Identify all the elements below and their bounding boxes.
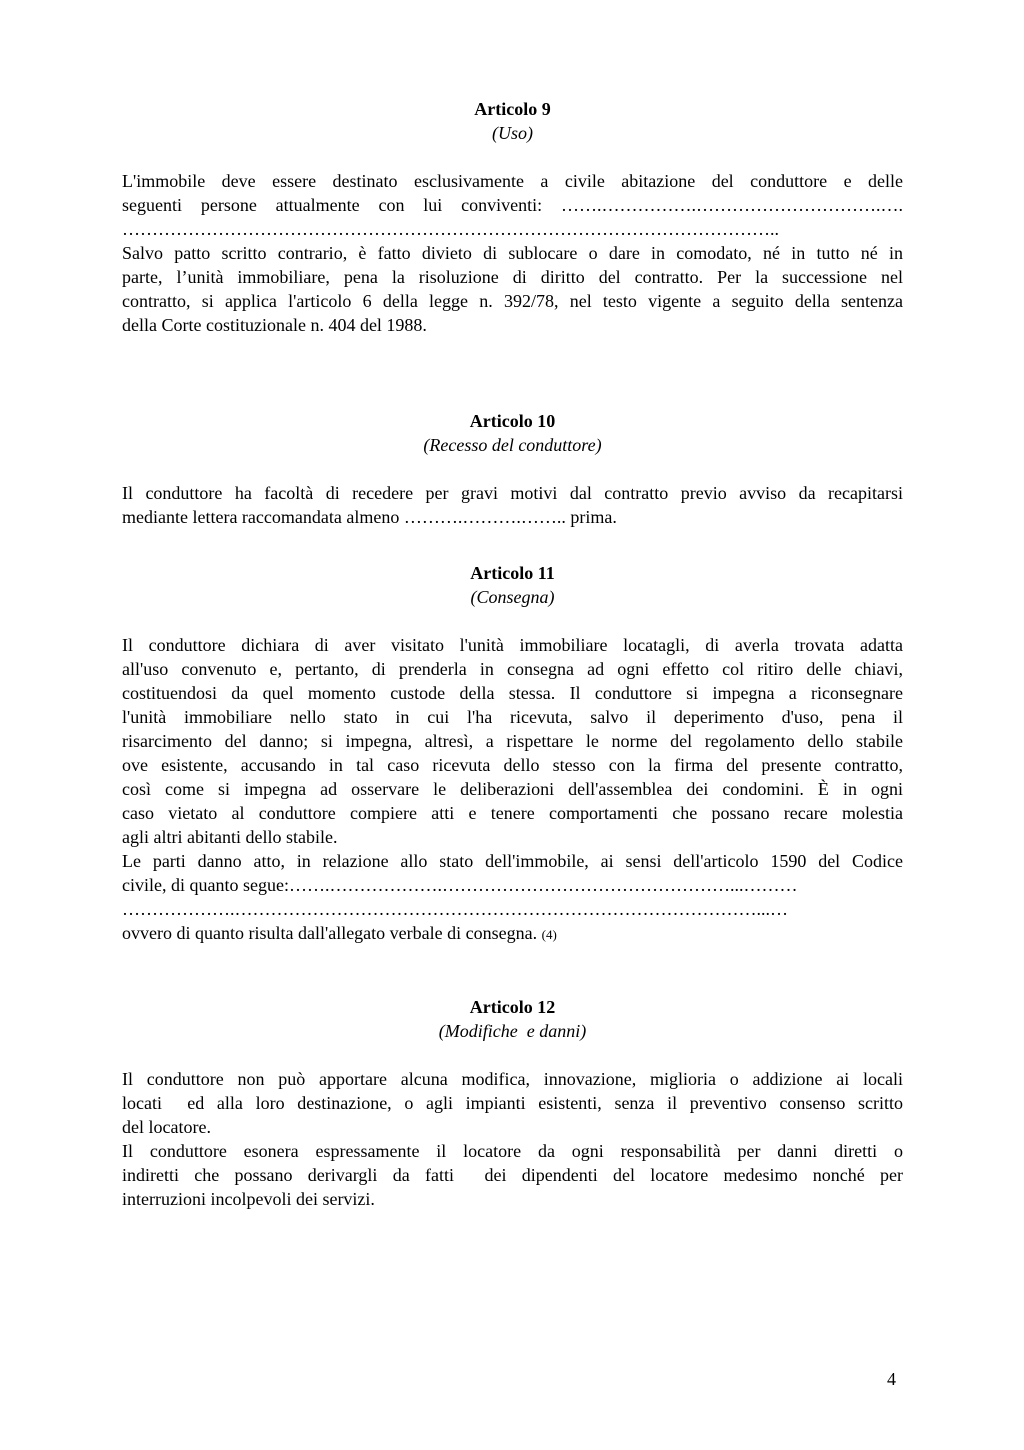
article-subtitle: (Modifiche e danni) [438, 1021, 587, 1041]
paragraph-line: Il conduttore non può apportare alcuna modifica, innovazione, miglioria o addizione ai locali [122, 1069, 903, 1089]
paragraph-line: Salvo patto scritto contrario, è fatto divieto di sublocare o dare in comodato, né in tutto né in [122, 243, 903, 263]
dotted-fill-line: ……………….……………………………………………………………………………...… [122, 899, 788, 919]
paragraph-line: del locatore. [122, 1117, 211, 1137]
article-subtitle: (Recesso del conduttore) [423, 435, 602, 455]
paragraph-line: parte, l’unità immobiliare, pena la risoluzione di diritto del contratto. Per la successione nel [122, 267, 903, 287]
article-12 [122, 995, 903, 1211]
article-10 [122, 409, 903, 529]
paragraph-line: all'uso convenuto e, pertanto, di prenderla in consegna ad ogni effetto col ritiro delle chiavi, [122, 659, 903, 679]
paragraph-line: della Corte costituzionale n. 404 del 1988. [122, 315, 427, 335]
paragraph-line: Il conduttore dichiara di aver visitato l'unità immobiliare locatagli, di averla trovata adatta [122, 635, 903, 655]
paragraph-line: contratto, si applica l'articolo 6 della legge n. 392/78, nel testo vigente a seguito della sentenza [122, 291, 903, 311]
footnote-reference: (4) [541, 927, 557, 942]
paragraph-line: risarcimento del danno; si impegna, altresì, a rispettare le norme del regolamento dello stabile [122, 731, 903, 751]
article-title: Articolo 9 [474, 99, 551, 119]
paragraph-line: ove esistente, accusando in tal caso ricevuta dello stesso con la firma del presente contratto, [122, 755, 903, 775]
article-11 [122, 561, 903, 947]
paragraph-line: locati ed alla loro destinazione, o agli impianti esistenti, senza il preventivo consenso scritto [122, 1093, 903, 1113]
article-9 [122, 97, 903, 337]
paragraph-line: costituendosi da quel momento custode della stessa. Il conduttore si impegna a riconsegnare [122, 683, 903, 703]
paragraph-line: mediante lettera raccomandata almeno ……….……….…….. prima. [122, 507, 617, 527]
article-title: Articolo 11 [470, 563, 555, 583]
paragraph-line [122, 921, 903, 947]
paragraph-line: Il conduttore ha facoltà di recedere per gravi motivi dal contratto previo avviso da recapitarsi [122, 483, 903, 503]
paragraph-line: indiretti che possano derivargli da fatti dei dipendenti del locatore medesimo nonché per [122, 1165, 903, 1185]
paragraph-text: ovvero di quanto risulta dall'allegato verbale di consegna. [122, 923, 538, 943]
paragraph-line: l'unità immobiliare nello stato in cui l'ha ricevuta, salvo il deperimento d'uso, pena il [122, 707, 903, 727]
paragraph-line: seguenti persone attualmente con lui conviventi: …….…………….………………………….…. [122, 195, 903, 215]
paragraph-line: così come si impegna ad osservare le deliberazioni dell'assemblea dei condomini. È in ogni [122, 779, 903, 799]
paragraph-line: L'immobile deve essere destinato esclusivamente a civile abitazione del conduttore e delle [122, 171, 903, 191]
paragraph-line: Le parti danno atto, in relazione allo stato dell'immobile, ai sensi dell'articolo 1590 del Codice [122, 851, 903, 871]
dotted-fill-line: civile, di quanto segue:…….……………….…………………………………………...……… [122, 875, 798, 895]
document-page [122, 97, 903, 1211]
paragraph-line: agli altri abitanti dello stabile. [122, 827, 338, 847]
page-number: 4 [887, 1369, 896, 1389]
article-subtitle: (Uso) [492, 123, 533, 143]
article-subtitle: (Consegna) [470, 587, 555, 607]
dotted-fill-line: ……………………………………………………………………………………………….. [122, 219, 779, 239]
paragraph-line: caso vietato al conduttore compiere atti e tenere comportamenti che possano recare molestia [122, 803, 903, 823]
article-title: Articolo 12 [469, 997, 556, 1017]
paragraph-line: Il conduttore esonera espressamente il locatore da ogni responsabilità per danni diretti o [122, 1141, 903, 1161]
paragraph-line: interruzioni incolpevoli dei servizi. [122, 1189, 375, 1209]
article-title: Articolo 10 [469, 411, 556, 431]
